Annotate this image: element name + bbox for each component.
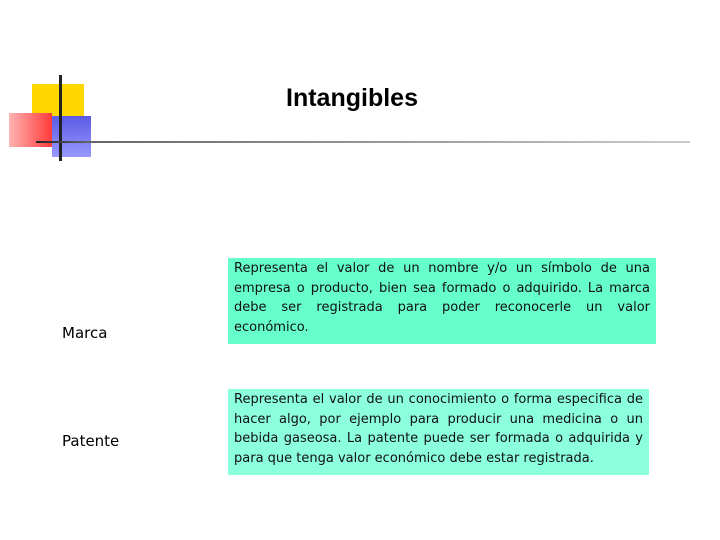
vertical-rule [59,75,62,161]
blue-square-decoration [52,116,91,157]
marca-label: Marca [62,324,108,342]
title-underline-rule [36,141,690,143]
marca-description-box: Representa el valor de un nombre y/o un símbolo de una empresa o producto, bien sea formado o adquirido. La marca debe ser registrada para poder reconocerle un valor económico. [228,258,656,344]
slide-title: Intangibles [286,84,418,112]
patente-label: Patente [62,432,120,450]
patente-description-box: Representa el valor de un conocimiento o forma especifica de hacer algo, por ejemplo para producir una medicina o un bebida gaseosa. La patente puede ser formada o adquirida y para que tenga valor económico debe estar registrada. [228,389,649,475]
